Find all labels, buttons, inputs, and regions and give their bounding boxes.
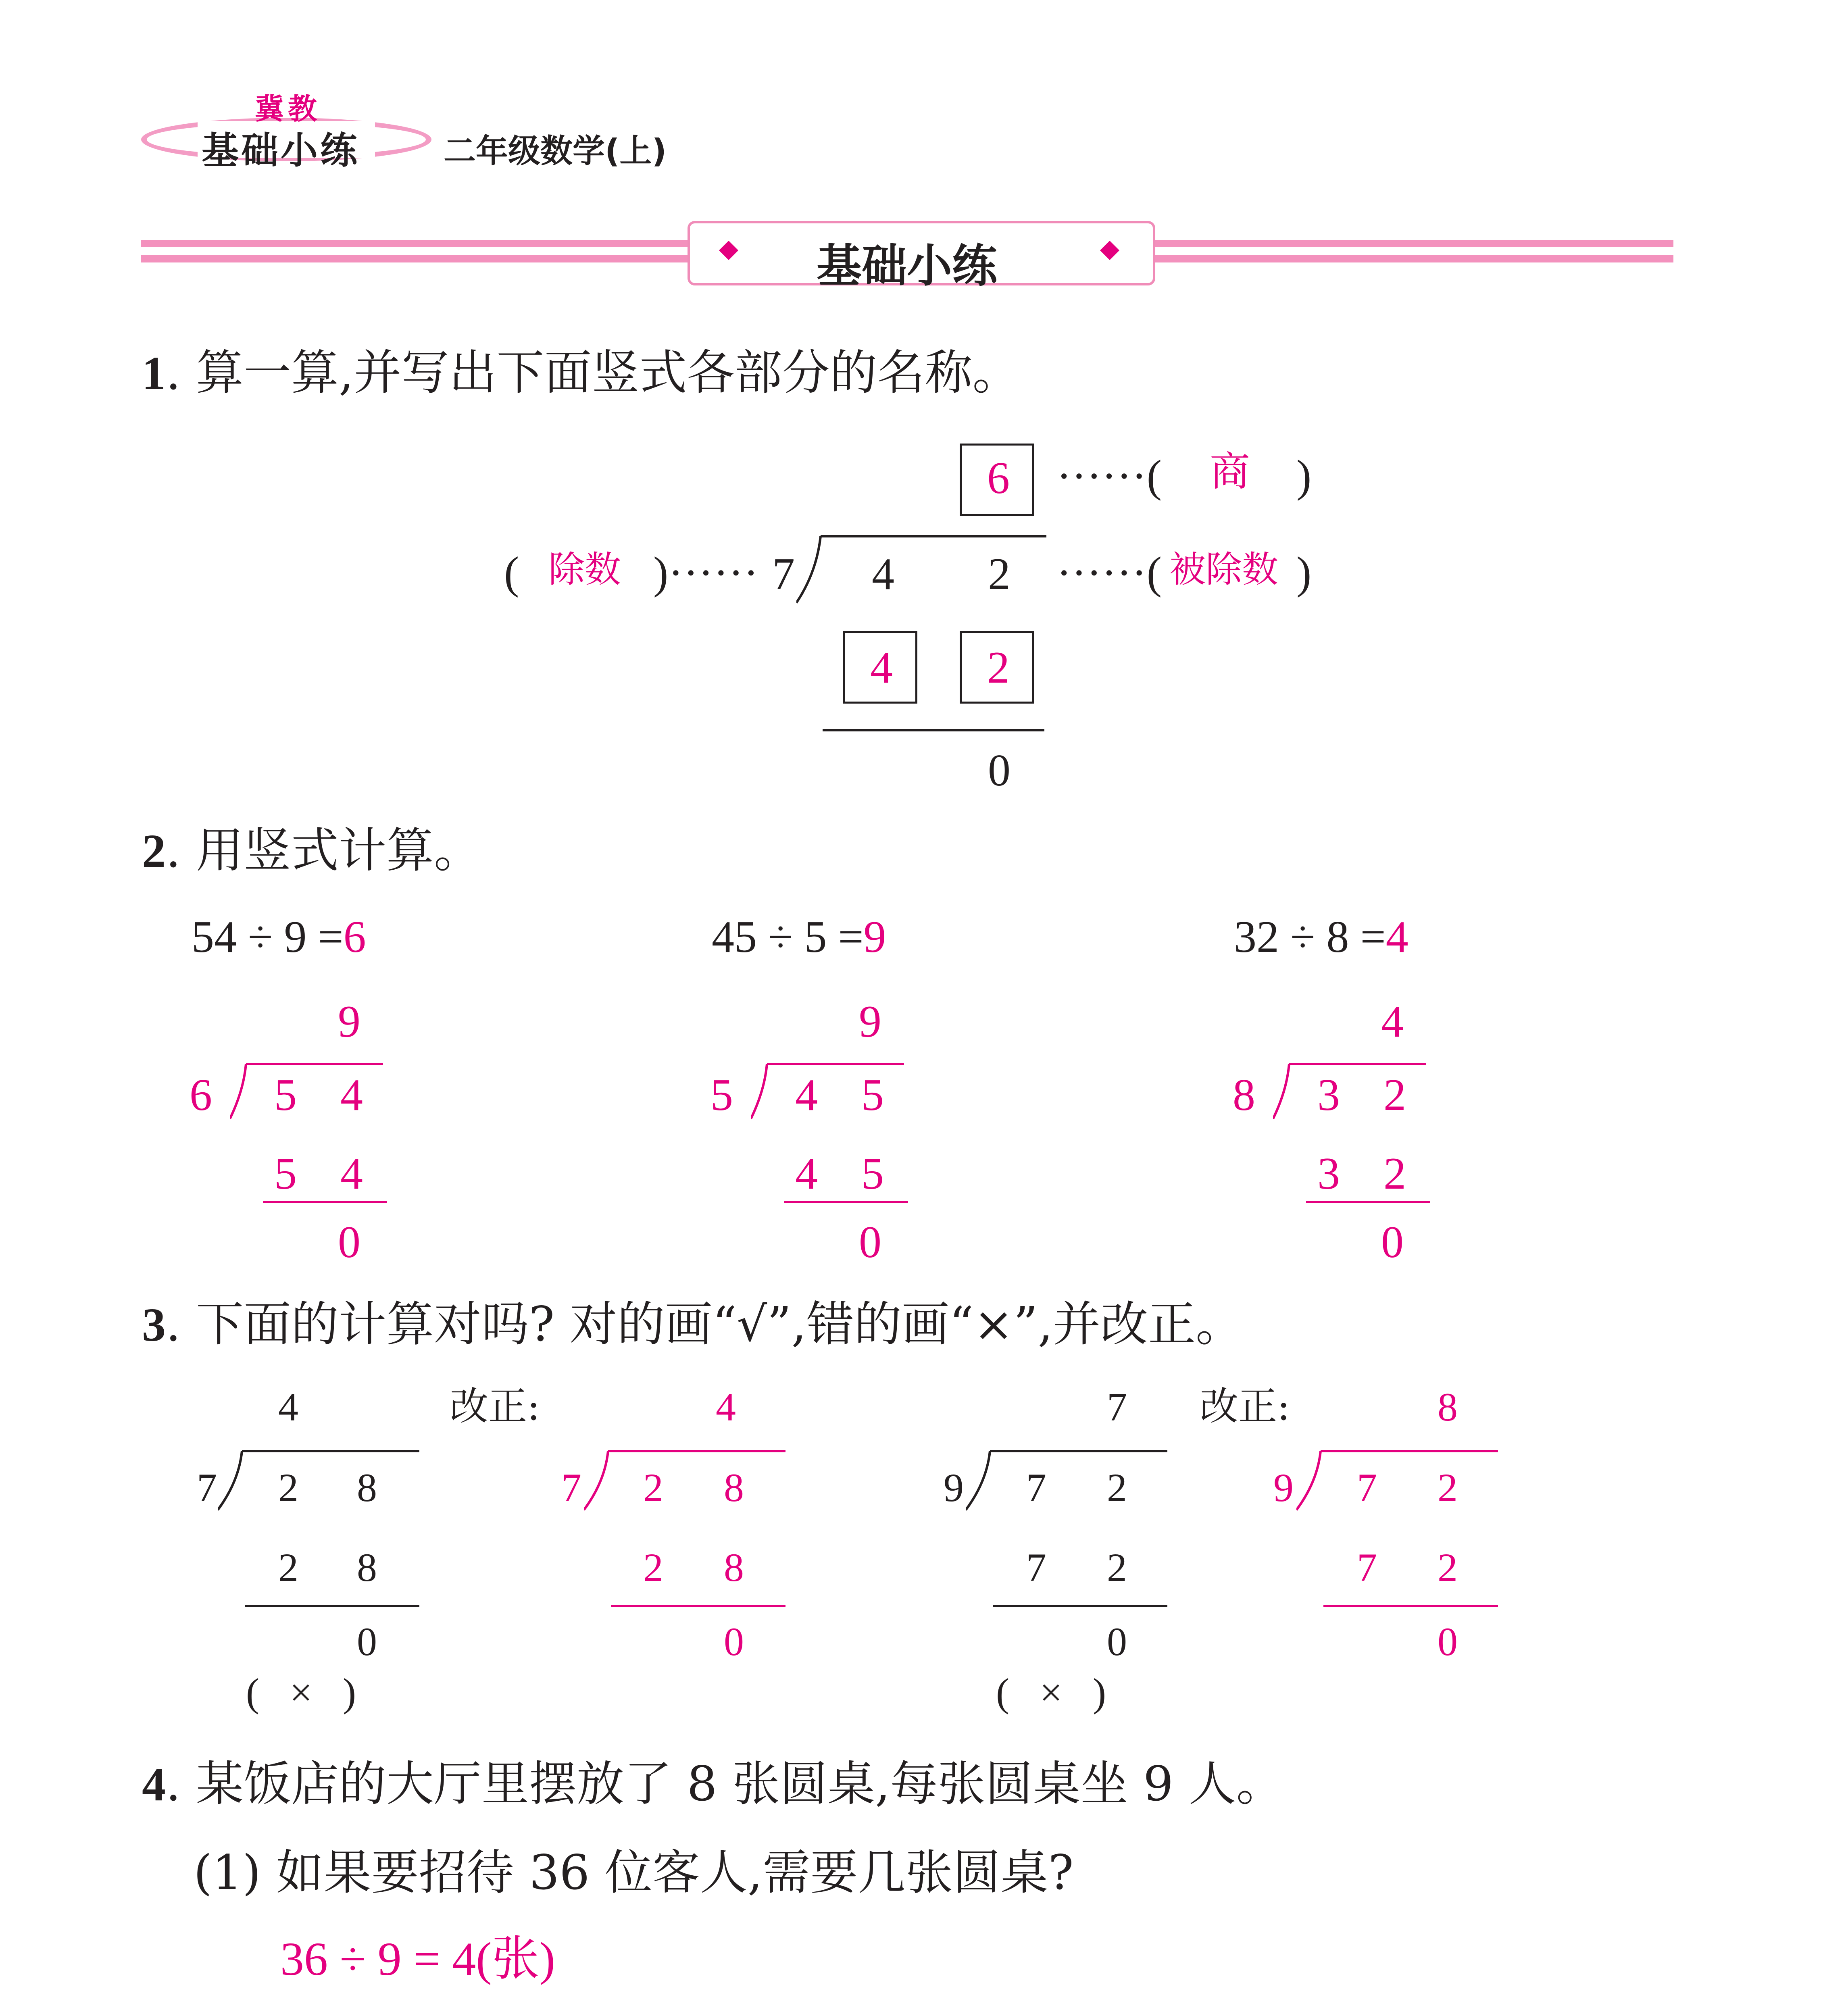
q2-line-3 [1306, 1201, 1430, 1203]
q3-item2-fix-dividend-2: 2 [1438, 1465, 1458, 1510]
q1-divisor: 7 [772, 549, 795, 599]
q1-number: 1 [142, 347, 166, 400]
q1-paren-close-2: ) [1296, 548, 1312, 598]
q1-product-digit-2: 2 [987, 643, 1010, 693]
q3-item1-fix-bracket [584, 1445, 785, 1514]
q2-number: 2 [142, 825, 166, 877]
q3-item2-product-1: 7 [1026, 1545, 1046, 1590]
q3-prompt [142, 1296, 1244, 1352]
q2-remainder-3: 0 [1381, 1217, 1404, 1267]
q1-label-dividend: 被除数 [1169, 548, 1278, 591]
q3-item1-bracket [218, 1445, 419, 1514]
q3-item2-remainder: 0 [1107, 1619, 1127, 1664]
q1-subtract-line [823, 729, 1044, 731]
q4-number: 4 [142, 1758, 166, 1811]
stripe-right-top [1153, 240, 1673, 247]
q1-product-digit-1: 4 [870, 643, 893, 693]
q2-expr-2 [712, 914, 886, 960]
q3-item1-correction-label: 改正: [450, 1384, 540, 1429]
q3-item2-fix-bracket [1296, 1445, 1498, 1514]
q1-prompt [142, 345, 1020, 400]
q3-item2-fix-dividend-1: 7 [1357, 1465, 1377, 1510]
q3-item2-dividend-1: 7 [1026, 1465, 1046, 1510]
q1-dots-right: ······( [1056, 451, 1162, 501]
section-title: 基础小练 [817, 240, 997, 292]
q3-item1-dividend-1: 2 [278, 1465, 298, 1510]
q3-item2-fix-product-1: 7 [1357, 1545, 1377, 1590]
q3-item1-mark: ( × ) [246, 1670, 356, 1715]
q1-quotient: 6 [987, 453, 1010, 503]
brand-top-label: 冀教 [255, 92, 321, 126]
q3-item2-correction-label: 改正: [1200, 1384, 1290, 1429]
q2-dividend-2: 4 5 [795, 1070, 900, 1120]
q2-quotient-1: 9 [338, 997, 360, 1047]
q2-text: . 用竖式计算。 [166, 823, 482, 878]
q2-product-1: 5 4 [274, 1149, 379, 1199]
q3-item1-line [245, 1605, 419, 1607]
q3-item2-divisor: 9 [944, 1465, 964, 1510]
brand-label: 基础小练 [202, 129, 360, 172]
q3-item2-mark: ( × ) [996, 1670, 1106, 1715]
q1-dots-right-2: ······( [1056, 548, 1162, 598]
q1-dividend-digit-1: 4 [872, 549, 894, 599]
q1-dots-left: )······ [653, 548, 759, 598]
q3-item2-fix-quotient: 8 [1438, 1385, 1458, 1429]
q2-expr-1-text: 54 ÷ 9 = [192, 912, 344, 962]
q3-item2-product-2: 2 [1107, 1545, 1127, 1590]
q3-item1-fix-divisor: 7 [561, 1465, 581, 1510]
q2-expr-3 [1234, 914, 1408, 960]
q2-quotient-2: 9 [859, 997, 881, 1047]
q3-item2-fix-divisor: 9 [1273, 1465, 1294, 1510]
q3-item1-product-2: 8 [357, 1545, 377, 1590]
q3-item2-line [993, 1605, 1167, 1607]
q2-dividend-1: 5 4 [274, 1070, 379, 1120]
q3-item1-fix-product-2: 8 [724, 1545, 744, 1590]
q3-item1-divisor: 7 [197, 1465, 217, 1510]
q3-item2-quotient: 7 [1107, 1385, 1127, 1429]
stripe-left-bottom [141, 255, 690, 262]
q2-expr-3-text: 32 ÷ 8 = [1234, 912, 1386, 962]
q2-divisor-1: 6 [190, 1070, 212, 1120]
q2-remainder-1: 0 [338, 1217, 360, 1267]
q2-expr-1 [192, 914, 366, 960]
q3-item2-bracket [966, 1445, 1167, 1514]
q4-sub1: (1) 如果要招待 36 位客人,需要几张圆桌? [194, 1845, 1074, 1900]
q3-item1-fix-dividend-2: 8 [724, 1465, 744, 1510]
q1-paren-open-2: ( [504, 548, 519, 598]
q2-line-1 [263, 1201, 387, 1203]
q1-division-bracket [796, 528, 1054, 609]
q1-text: . 算一算,并写出下面竖式各部分的名称。 [166, 345, 1020, 400]
q3-number: 3 [142, 1298, 166, 1351]
stripe-right-bottom [1153, 255, 1673, 262]
q2-answer-2: 9 [863, 912, 886, 962]
q2-expr-2-text: 45 ÷ 5 = [712, 912, 864, 962]
q3-item1-fix-quotient: 4 [716, 1385, 736, 1429]
q1-label-divisor: 除数 [548, 548, 621, 591]
q1-label-quotient: 商 [1210, 448, 1250, 495]
q3-item1-fix-dividend-1: 2 [643, 1465, 663, 1510]
q1-remainder: 0 [988, 746, 1011, 796]
q3-item1-quotient: 4 [278, 1385, 298, 1429]
q3-item1-dividend-2: 8 [357, 1465, 377, 1510]
q2-prompt [142, 823, 482, 878]
q2-quotient-3: 4 [1381, 997, 1404, 1047]
q2-product-3: 3 2 [1317, 1149, 1422, 1199]
q4-text: . 某饭店的大厅里摆放了 8 张圆桌,每张圆桌坐 9 人。 [166, 1756, 1284, 1812]
q4-prompt [142, 1756, 1284, 1812]
stripe-left-top [141, 240, 690, 247]
q1-dividend-digit-2: 2 [988, 549, 1011, 599]
q3-item2-fix-product-2: 2 [1438, 1545, 1458, 1590]
grade-label: 二年级数学(上) [444, 132, 667, 170]
q3-item1-fix-line [611, 1605, 785, 1607]
q2-product-2: 4 5 [795, 1149, 900, 1199]
q3-item2-fix-remainder: 0 [1438, 1619, 1458, 1664]
q3-item2-fix-line [1323, 1605, 1498, 1607]
q3-item1-remainder: 0 [357, 1619, 377, 1664]
q3-item1-product-1: 2 [278, 1545, 298, 1590]
q2-answer-1: 6 [343, 912, 366, 962]
q2-line-2 [784, 1201, 908, 1203]
q2-divisor-2: 5 [710, 1070, 733, 1120]
q2-dividend-3: 3 2 [1317, 1070, 1422, 1120]
q2-divisor-3: 8 [1233, 1070, 1255, 1120]
q1-paren-close-1: ) [1296, 451, 1312, 501]
q3-text: . 下面的计算对吗? 对的画“√”,错的画“×”,并改正。 [166, 1296, 1244, 1352]
q3-item1-fix-product-1: 2 [643, 1545, 663, 1590]
q4-sub1-calc: 36 ÷ 9 = 4(张) [280, 1933, 555, 1985]
q3-item2-dividend-2: 2 [1107, 1465, 1127, 1510]
q2-answer-3: 4 [1386, 912, 1408, 962]
q3-item1-fix-remainder: 0 [724, 1619, 744, 1664]
q2-remainder-2: 0 [859, 1217, 881, 1267]
